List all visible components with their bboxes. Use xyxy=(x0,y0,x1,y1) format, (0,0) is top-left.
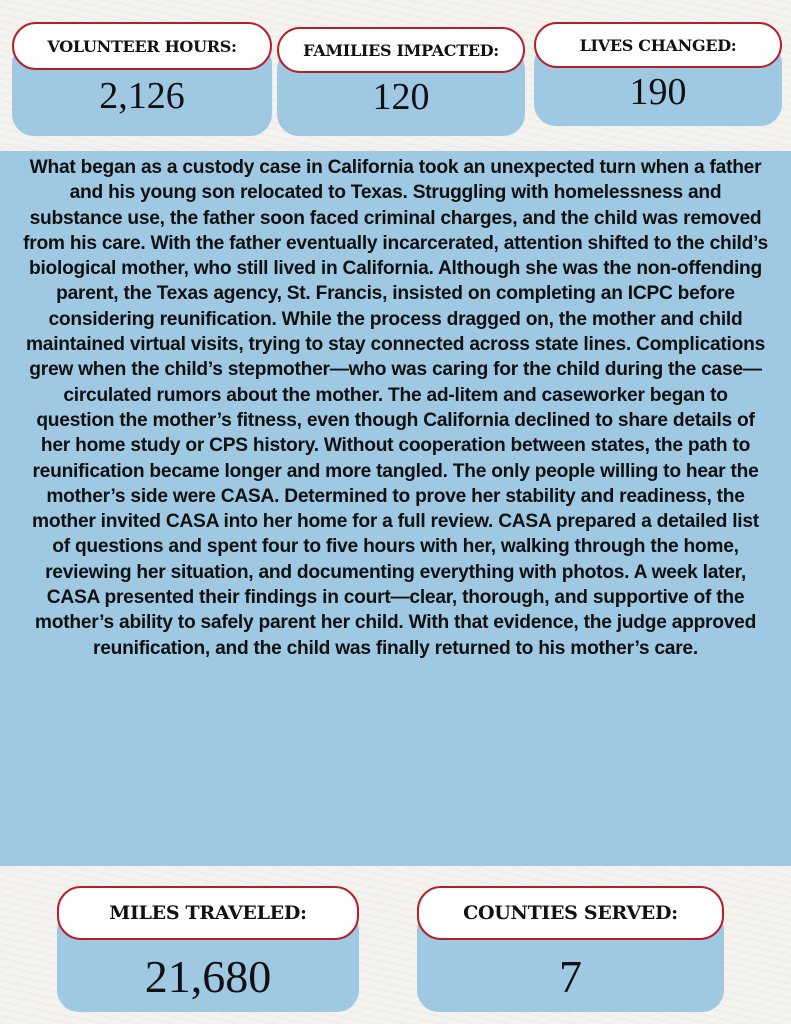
stat-value: 21,680 xyxy=(144,951,272,1002)
story-text: What began as a custody case in California took an unexpected turn when a father and his young son relocated to Texas. Struggling with homelessness and substance use, the father soon faced criminal charges, and the child was removed from his care. With the father eventually incarcerated, attention shifted to the child’s biological mother, who still lived in California. Although she was the non-offending parent, the Texas agency, St. Francis, insisted on completing an ICPC before considering reunification. While the process dragged on, the mother and child maintained virtual visits, trying to stay connected across state lines. Complications grew when the child’s stepmother—who was caring for the child during the case—circulated rumors about the mother. The ad-litem and caseworker began to question the mother’s fitness, even though California declined to share details of her home study or CPS history. Without cooperation between states, the path to reunification became longer and more tangled. The only people willing to hear the mother’s side were CASA. Determined to prove her stability and readiness, the mother invited CASA into her home for a full review. CASA prepared a detailed list of questions and spent four to five hours with her, walking through the home, reviewing her situation, and documenting everything with photos. A week later, CASA presented their findings in court—clear, thorough, and supportive of the mother’s ability to safely parent her child. With that evidence, the judge approved reunification, and the child was finally returned to his mother’s care. xyxy=(23,157,768,659)
stat-value: 7 xyxy=(559,951,582,1002)
stat-value: 120 xyxy=(372,76,430,118)
stat-value: 2,126 xyxy=(99,75,185,117)
stat-value: 190 xyxy=(629,71,687,113)
stat-label: VOLUNTEER HOURS: xyxy=(12,22,272,70)
stat-families-impacted xyxy=(277,27,525,136)
stat-counties-served xyxy=(417,886,724,1012)
stat-label: FAMILIES IMPACTED: xyxy=(277,27,525,73)
stat-label: COUNTIES SERVED: xyxy=(417,886,724,940)
stat-label: LIVES CHANGED: xyxy=(534,22,782,68)
stat-miles-traveled xyxy=(57,886,359,1012)
story-panel xyxy=(0,151,791,866)
stat-lives-changed xyxy=(534,22,782,126)
stat-label: MILES TRAVELED: xyxy=(57,886,359,940)
stat-volunteer-hours xyxy=(12,22,272,136)
